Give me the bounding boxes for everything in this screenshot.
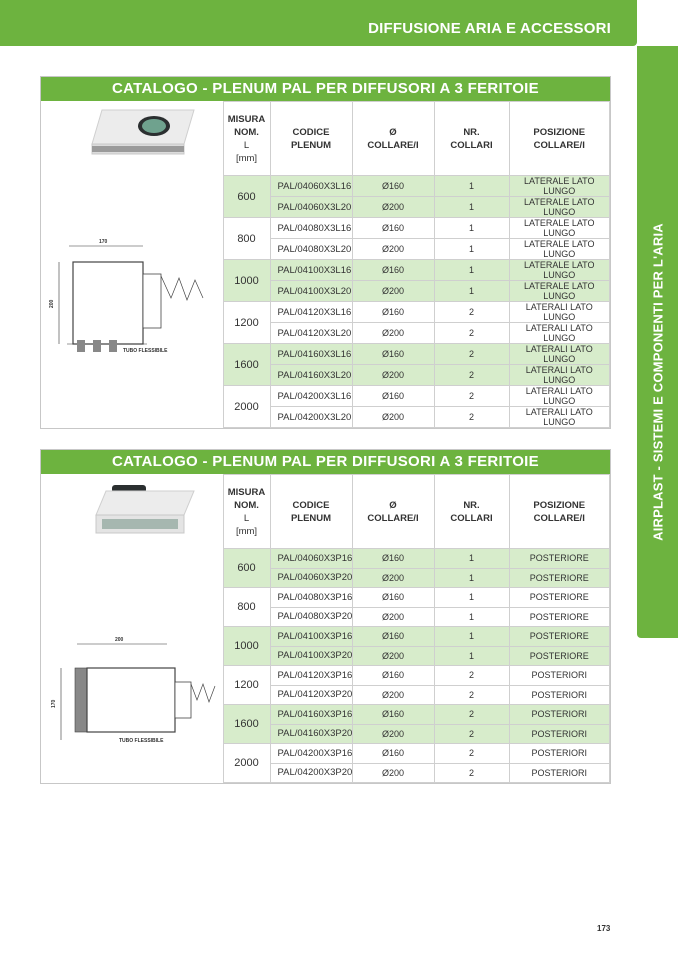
measure-cell: 1000: [223, 627, 270, 666]
sidebar-text-wrap: [637, 46, 678, 638]
collar-cell: Ø200: [352, 407, 434, 428]
position-cell: POSTERIORE: [509, 568, 610, 588]
collar-cell: Ø200: [352, 239, 434, 260]
col-collare: [352, 475, 434, 549]
product-photo-cell: [41, 102, 223, 176]
position-cell: LATERALE LATO LUNGO: [509, 281, 610, 302]
position-cell: LATERALI LATO LUNGO: [509, 365, 610, 386]
col-misura: [223, 475, 270, 549]
position-cell: POSTERIORE: [509, 607, 610, 627]
drawing-label: TUBO FLESSIBILE: [118, 737, 164, 744]
drawing-dim-width: 200: [114, 636, 124, 643]
col-codice-l1: CODICE: [292, 499, 330, 511]
code-cell: PAL/04080X3P16: [270, 588, 352, 608]
catalog-title: CATALOGO - PLENUM PAL PER DIFFUSORI A 3 FERITOIE: [41, 77, 610, 101]
technical-drawing: [47, 590, 217, 744]
nr-cell: 2: [434, 744, 509, 764]
col-misura-l3: L: [243, 139, 250, 151]
code-cell: PAL/04080X3L20: [270, 239, 352, 260]
col-codice-l2: PLENUM: [290, 139, 332, 151]
collar-cell: Ø200: [352, 724, 434, 744]
page-number: 173: [597, 924, 611, 933]
nr-cell: 2: [434, 407, 509, 428]
nr-cell: 2: [434, 705, 509, 725]
collar-cell: Ø160: [352, 386, 434, 407]
nr-cell: 2: [434, 365, 509, 386]
nr-cell: 2: [434, 724, 509, 744]
catalog-grid: [41, 101, 610, 428]
code-cell: PAL/04100X3P16: [270, 627, 352, 647]
measure-cell: 1600: [223, 705, 270, 744]
collar-cell: Ø200: [352, 197, 434, 218]
code-cell: PAL/04120X3L16: [270, 302, 352, 323]
position-cell: POSTERIORI: [509, 763, 610, 783]
code-cell: PAL/04060X3P16: [270, 549, 352, 569]
position-cell: LATERALI LATO LUNGO: [509, 386, 610, 407]
drawing-cell: [41, 176, 223, 428]
nr-cell: 2: [434, 685, 509, 705]
collar-cell: Ø200: [352, 646, 434, 666]
col-posizione: [509, 102, 610, 176]
collar-cell: Ø160: [352, 344, 434, 365]
nr-cell: 1: [434, 176, 509, 197]
measure-cell: 2000: [223, 744, 270, 783]
col-posizione: [509, 475, 610, 549]
col-misura-l1: MISURA: [227, 113, 266, 125]
col-collare: [352, 102, 434, 176]
collar-cell: Ø160: [352, 218, 434, 239]
col-collare-l2: COLLARE/I: [367, 512, 419, 524]
nr-cell: 2: [434, 302, 509, 323]
position-cell: LATERALI LATO LUNGO: [509, 302, 610, 323]
measure-cell: 800: [223, 588, 270, 627]
nr-cell: 1: [434, 607, 509, 627]
code-cell: PAL/04100X3L20: [270, 281, 352, 302]
col-posizione-l2: COLLARE/I: [533, 512, 585, 524]
measure-cell: 1000: [223, 260, 270, 302]
catalog2-body: [41, 549, 610, 783]
col-codice-l1: CODICE: [292, 126, 330, 138]
position-cell: LATERALI LATO LUNGO: [509, 344, 610, 365]
position-cell: LATERALE LATO LUNGO: [509, 197, 610, 218]
catalog-table-1: [40, 76, 611, 429]
position-cell: LATERALE LATO LUNGO: [509, 176, 610, 197]
position-cell: POSTERIORE: [509, 549, 610, 569]
nr-cell: 1: [434, 260, 509, 281]
col-codice: [270, 475, 352, 549]
code-cell: PAL/04200X3L20: [270, 407, 352, 428]
position-cell: POSTERIORI: [509, 744, 610, 764]
col-nr-l2: COLLARI: [450, 139, 493, 151]
code-cell: PAL/04160X3L20: [270, 365, 352, 386]
collar-cell: Ø200: [352, 281, 434, 302]
product-photo-cell: [41, 475, 223, 549]
collar-cell: Ø200: [352, 685, 434, 705]
code-cell: PAL/04160X3P20: [270, 724, 352, 744]
position-cell: POSTERIORI: [509, 666, 610, 686]
nr-cell: 1: [434, 218, 509, 239]
drawing-dim-width: 170: [98, 238, 108, 245]
col-collare-l1: Ø: [389, 126, 397, 138]
position-cell: POSTERIORE: [509, 646, 610, 666]
code-cell: PAL/04120X3P20: [270, 685, 352, 705]
code-cell: PAL/04100X3L16: [270, 260, 352, 281]
collar-cell: Ø160: [352, 176, 434, 197]
measure-cell: 800: [223, 218, 270, 260]
code-cell: PAL/04060X3L16: [270, 176, 352, 197]
collar-cell: Ø200: [352, 763, 434, 783]
measure-cell: 1200: [223, 302, 270, 344]
position-cell: POSTERIORI: [509, 705, 610, 725]
code-cell: PAL/04100X3P20: [270, 646, 352, 666]
nr-cell: 1: [434, 588, 509, 608]
col-codice-l2: PLENUM: [290, 512, 332, 524]
col-posizione-l1: POSIZIONE: [533, 499, 586, 511]
col-misura-l1: MISURA: [227, 486, 266, 498]
catalog-title: CATALOGO - PLENUM PAL PER DIFFUSORI A 3 FERITOIE: [41, 450, 610, 474]
code-cell: PAL/04200X3P16: [270, 744, 352, 764]
measure-cell: 1600: [223, 344, 270, 386]
header-bar: [0, 0, 637, 46]
nr-cell: 2: [434, 344, 509, 365]
col-nr-l1: NR.: [463, 499, 480, 511]
col-misura-l3: L: [243, 512, 250, 524]
col-misura-l4: [mm]: [235, 525, 258, 537]
measure-cell: 600: [223, 176, 270, 218]
plenum-rear-photo: [62, 475, 202, 545]
nr-cell: 2: [434, 323, 509, 344]
position-cell: POSTERIORI: [509, 724, 610, 744]
collar-cell: Ø160: [352, 260, 434, 281]
drawing-dim-height: 200: [48, 299, 55, 308]
collar-cell: Ø160: [352, 588, 434, 608]
col-nr-l1: NR.: [463, 126, 480, 138]
measure-cell: 600: [223, 549, 270, 588]
technical-drawing: [47, 226, 217, 376]
col-misura-l2: NOM.: [234, 126, 259, 138]
position-cell: LATERALE LATO LUNGO: [509, 260, 610, 281]
collar-cell: Ø160: [352, 549, 434, 569]
sidebar-text: AIRPLAST - SISTEMI E COMPONENTI PER L'ARIA: [650, 223, 665, 541]
nr-cell: 1: [434, 646, 509, 666]
plenum-side-photo: [62, 102, 202, 172]
code-cell: PAL/04060X3L20: [270, 197, 352, 218]
nr-cell: 1: [434, 627, 509, 647]
collar-cell: Ø200: [352, 568, 434, 588]
collar-cell: Ø160: [352, 627, 434, 647]
collar-cell: Ø200: [352, 365, 434, 386]
code-cell: PAL/04120X3L20: [270, 323, 352, 344]
code-cell: PAL/04200X3P20: [270, 763, 352, 783]
col-misura-l2: NOM.: [234, 499, 259, 511]
position-cell: POSTERIORE: [509, 627, 610, 647]
position-cell: LATERALE LATO LUNGO: [509, 239, 610, 260]
col-nr: [434, 475, 509, 549]
col-nr-l2: COLLARI: [450, 512, 493, 524]
code-cell: PAL/04080X3L16: [270, 218, 352, 239]
col-posizione-l1: POSIZIONE: [533, 126, 586, 138]
col-nr: [434, 102, 509, 176]
col-posizione-l2: COLLARE/I: [533, 139, 585, 151]
position-cell: LATERALI LATO LUNGO: [509, 407, 610, 428]
col-codice: [270, 102, 352, 176]
nr-cell: 1: [434, 239, 509, 260]
collar-cell: Ø160: [352, 744, 434, 764]
col-collare-l2: COLLARE/I: [367, 139, 419, 151]
code-cell: PAL/04160X3P16: [270, 705, 352, 725]
nr-cell: 2: [434, 763, 509, 783]
catalog1-body: [41, 176, 610, 428]
nr-cell: 2: [434, 666, 509, 686]
code-cell: PAL/04200X3L16: [270, 386, 352, 407]
measure-cell: 1200: [223, 666, 270, 705]
section-title: DIFFUSIONE ARIA E ACCESSORI: [368, 20, 611, 37]
collar-cell: Ø160: [352, 705, 434, 725]
code-cell: PAL/04060X3P20: [270, 568, 352, 588]
position-cell: POSTERIORE: [509, 588, 610, 608]
nr-cell: 1: [434, 197, 509, 218]
col-misura-l4: [mm]: [235, 152, 258, 164]
code-cell: PAL/04080X3P20: [270, 607, 352, 627]
measure-cell: 2000: [223, 386, 270, 428]
position-cell: LATERALI LATO LUNGO: [509, 323, 610, 344]
collar-cell: Ø200: [352, 607, 434, 627]
position-cell: POSTERIORI: [509, 685, 610, 705]
collar-cell: Ø160: [352, 302, 434, 323]
nr-cell: 1: [434, 281, 509, 302]
col-misura: [223, 102, 270, 176]
nr-cell: 1: [434, 568, 509, 588]
nr-cell: 1: [434, 549, 509, 569]
collar-cell: Ø200: [352, 323, 434, 344]
code-cell: PAL/04120X3P16: [270, 666, 352, 686]
drawing-dim-height: 170: [50, 699, 57, 708]
catalog-table-2: [40, 449, 611, 784]
catalog-grid: [41, 474, 610, 783]
nr-cell: 2: [434, 386, 509, 407]
code-cell: PAL/04160X3L16: [270, 344, 352, 365]
col-collare-l1: Ø: [389, 499, 397, 511]
drawing-cell: [41, 549, 223, 783]
position-cell: LATERALE LATO LUNGO: [509, 218, 610, 239]
drawing-label: TUBO FLESSIBILE: [122, 347, 168, 354]
collar-cell: Ø160: [352, 666, 434, 686]
